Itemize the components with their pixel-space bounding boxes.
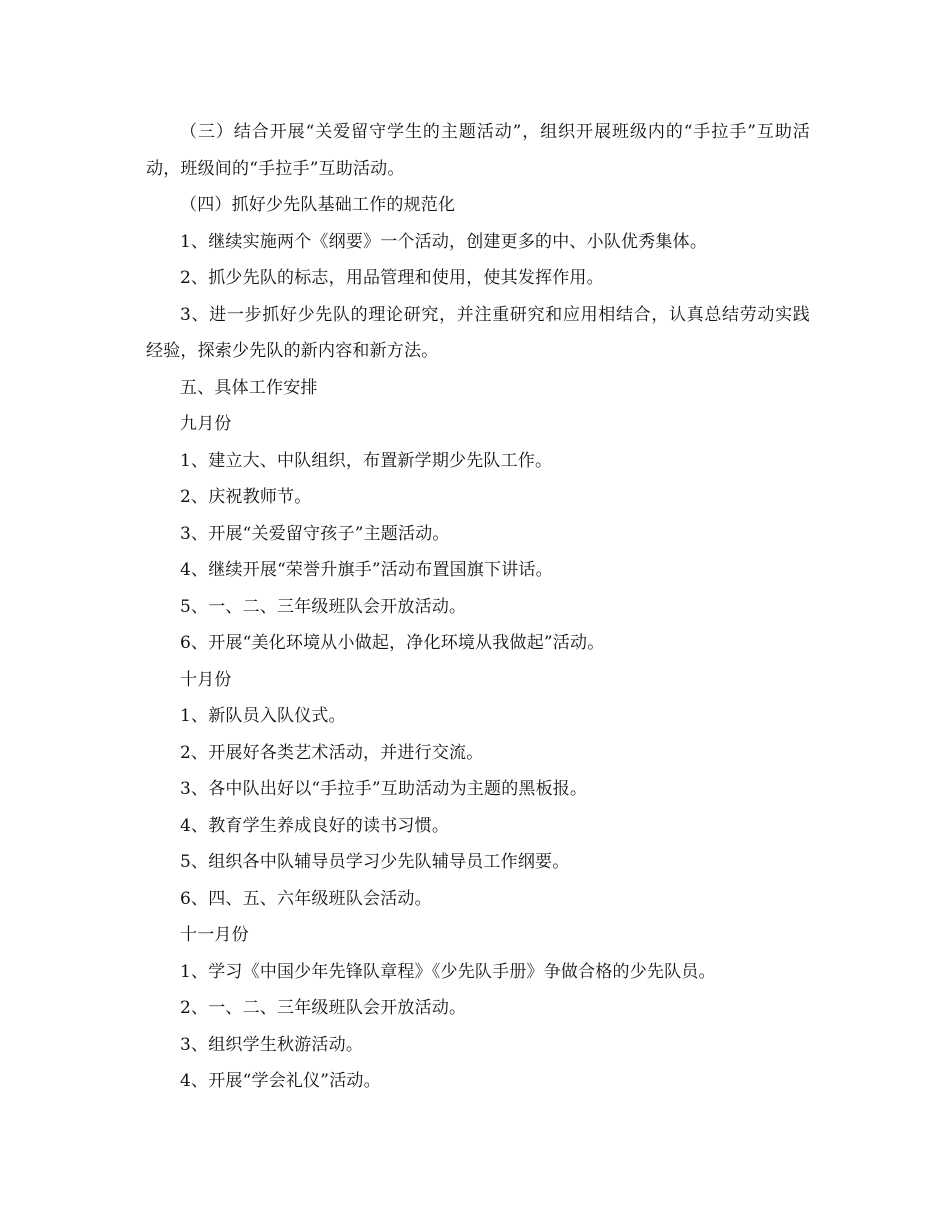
paragraph-item: 5、组织各中队辅导员学习少先队辅导员工作纲要。 (180, 852, 570, 872)
paragraph-item: 2、抓少先队的标志，用品管理和使用，使其发挥作用。 (180, 268, 604, 288)
paragraph-section-5-heading: 五、具体工作安排 (180, 377, 318, 398)
paragraph-item: 3、各中队出好以“手拉手”互助活动为主题的黑板报。 (180, 779, 588, 799)
paragraph-item: 4、继续开展“荣誉升旗手”活动布置国旗下讲话。 (180, 560, 553, 580)
paragraph-month-heading-october: 十月份 (180, 669, 232, 690)
paragraph-item: 1、新队员入队仪式。 (180, 706, 346, 726)
paragraph-item: 3、开展“关爱留守孩子”主题活动。 (180, 523, 450, 544)
paragraph-item: 6、开展“美化环境从小做起，净化环境从我做起”活动。 (180, 633, 605, 653)
paragraph-section-3: （三）结合开展“关爱留守学生的主题活动”，组织开展班级内的“手拉手”互助活动，班级间的“手拉手”互助活动。 (146, 122, 810, 179)
paragraph-item: 2、开展好各类艺术活动，并进行交流。 (180, 742, 484, 763)
paragraph-item: 2、一、二、三年级班队会开放活动。 (180, 998, 467, 1018)
paragraph-item: 4、教育学生养成良好的读书习惯。 (180, 815, 450, 836)
paragraph-month-heading-september: 九月份 (180, 414, 232, 434)
paragraph-item: 3、组织学生秋游活动。 (180, 1034, 364, 1055)
paragraph-item: 5、一、二、三年级班队会开放活动。 (180, 596, 467, 617)
document-body (146, 114, 810, 1100)
paragraph-item: 1、学习《中国少年先锋队章程》《少先队手册》争做合格的少先队员。 (180, 961, 716, 982)
paragraph-item: 2、庆祝教师节。 (180, 487, 312, 507)
paragraph-item: 3、进一步抓好少先队的理论研究，并注重研究和应用相结合，认真总结劳动实践经验，探索少先队的新内容和新方法。 (146, 304, 810, 361)
paragraph-item: 6、四、五、六年级班队会活动。 (180, 888, 432, 909)
paragraph-item: 4、开展“学会礼仪”活动。 (180, 1071, 381, 1091)
paragraph-item: 1、建立大、中队组织，布置新学期少先队工作。 (180, 450, 553, 471)
paragraph-month-heading-november: 十一月份 (180, 925, 249, 945)
paragraph-section-4-heading: （四）抓好少先队基础工作的规范化 (180, 195, 456, 215)
paragraph-item: 1、继续实施两个《纲要》一个活动，创建更多的中、小队优秀集体。 (180, 231, 708, 252)
